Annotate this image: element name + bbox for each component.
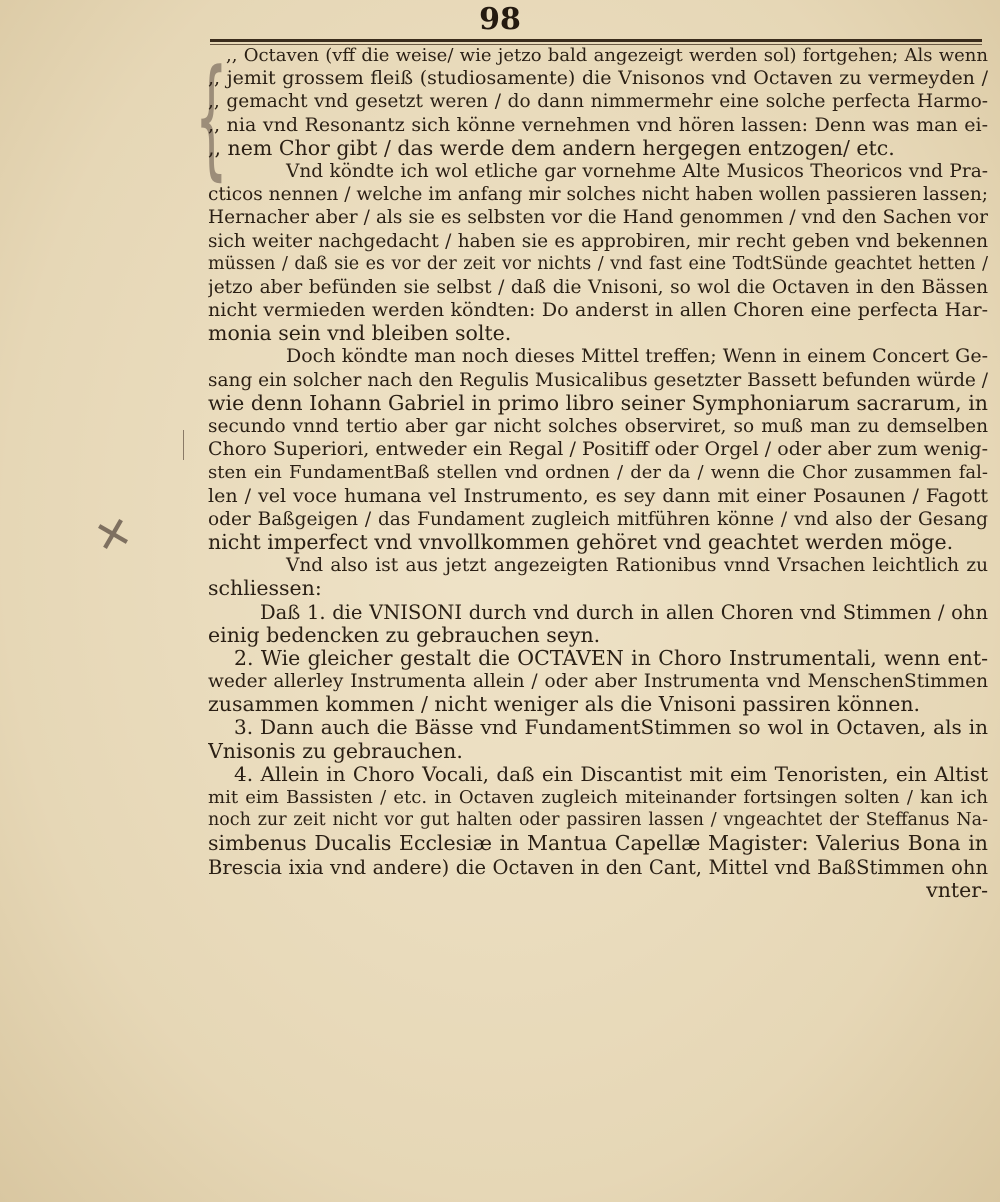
- text-line: einig bedencken zu gebrauchen seyn.: [208, 623, 601, 647]
- text-line: len / vel voce humana vel Instrumento, es sey dann mit einer Posaunen / Fagott: [208, 484, 988, 507]
- text-line: nicht vermieden werden köndten: Do anderst in allen Choren eine perfecta Har-: [208, 299, 988, 322]
- text-line: Vnisonis zu gebrauchen.: [208, 739, 463, 763]
- text-line: nicht imperfect vnd vnvollkommen gehöret vnd geachtet werden möge.: [208, 530, 954, 554]
- text-line: Choro Superiori, entweder ein Regal / Positiff oder Orgel / oder aber zum wenig-: [208, 438, 988, 461]
- text-line: ,, nem Chor gibt / das werde dem andern hergegen entzogen/ etc.: [208, 136, 895, 160]
- text-line: Doch köndte man noch dieses Mittel treffen; Wenn in einem Concert Ge-: [286, 345, 988, 368]
- text-line: jetzo aber befünden sie selbst / daß die Vnisoni, so wol die Octaven in den Bässen: [208, 276, 988, 298]
- text-line: mit eim Bassisten / etc. in Octaven zugleich miteinander fortsingen solten / kan ich: [208, 787, 988, 808]
- text-line: 3. Dann auch die Bässe vnd FundamentStimmen so wol in Octaven, als in: [234, 716, 988, 740]
- text-line: ,, Octaven (vff die weise/ wie jetzo bald angezeigt werden sol) fortgehen; Als wenn: [226, 45, 988, 66]
- page-number: 98: [479, 2, 521, 37]
- text-line: oder Baßgeigen / das Fundament zugleich mitführen könne / vnd also der Gesang: [208, 508, 988, 530]
- margin-bracket-mark: {: [194, 41, 228, 193]
- catchword: vnter-: [926, 878, 988, 902]
- margin-cross-mark: ✕: [89, 506, 138, 565]
- text-line: sten ein FundamentBaß stellen vnd ordnen / der da / wenn die Chor zusammen fal-: [208, 462, 988, 484]
- text-line: noch zur zeit nicht vor gut halten oder passiren lassen / vngeachtet der Steffanus Na-: [208, 810, 988, 831]
- text-line: ,, gemacht vnd gesetzt weren / do dann nimmermehr eine solche perfecta Harmo-: [208, 91, 988, 113]
- text-line: Vnd köndte ich wol etliche gar vornehme Alte Musicos Theoricos vnd Pra-: [286, 160, 988, 182]
- text-line: cticos nennen / welche im anfang mir solches nicht haben wollen passieren lassen;: [208, 184, 988, 206]
- text-line: Vnd also ist aus jetzt angezeigten Rationibus vnnd Vrsachen leichtlich zu: [286, 555, 988, 577]
- text-line: wie denn Iohann Gabriel in primo libro seiner Symphoniarum sacrarum, in: [208, 391, 988, 415]
- text-line: monia sein vnd bleiben solte.: [208, 322, 512, 346]
- text-line: Daß 1. die VNISONI durch vnd durch in allen Choren vnd Stimmen / ohn: [260, 600, 988, 624]
- text-line: schliessen:: [208, 577, 322, 601]
- text-line: simbenus Ducalis Ecclesiæ in Mantua Capellæ Magister: Valerius Bona in: [208, 832, 988, 856]
- text-line: zusammen kommen / nicht weniger als die Vnisoni passiren können.: [208, 693, 921, 717]
- header-rule: [210, 39, 982, 42]
- text-body: [208, 44, 988, 902]
- margin-tick-mark: [183, 430, 184, 460]
- text-line: Hernacher aber / als sie es selbsten vor die Hand genommen / vnd den Sachen vor: [208, 207, 988, 229]
- text-line: müssen / daß sie es vor der zeit vor nichts / vnd fast eine TodtSünde geachtet hetten /: [208, 253, 988, 274]
- text-line: 2. Wie gleicher gestalt die OCTAVEN in Choro Instrumentali, wenn ent-: [234, 646, 988, 670]
- text-line: Brescia ixia vnd andere) die Octaven in den Cant, Mittel vnd BaßStimmen ohn: [208, 855, 988, 879]
- text-line: sich weiter nachgedacht / haben sie es approbiren, mir recht geben vnd bekennen: [208, 230, 988, 252]
- text-line: 4. Allein in Choro Vocali, daß ein Discantist mit eim Tenoristen, ein Altist: [234, 762, 988, 786]
- text-line: secundo vnnd tertio aber gar nicht solches observiret, so muß man zu demselben: [208, 416, 988, 437]
- text-line: ,, nia vnd Resonantz sich könne vernehmen vnd hören lassen: Denn was man ei-: [208, 113, 988, 136]
- text-line: ,, jemit grossem fleiß (studiosamente) die Vnisonos vnd Octaven zu vermeyden /: [208, 67, 988, 90]
- text-line: sang ein solcher nach den Regulis Musicalibus gesetzter Bassett befunden würde /: [208, 369, 988, 391]
- text-line: weder allerley Instrumenta allein / oder aber Instrumenta vnd MenschenStimmen: [208, 671, 988, 693]
